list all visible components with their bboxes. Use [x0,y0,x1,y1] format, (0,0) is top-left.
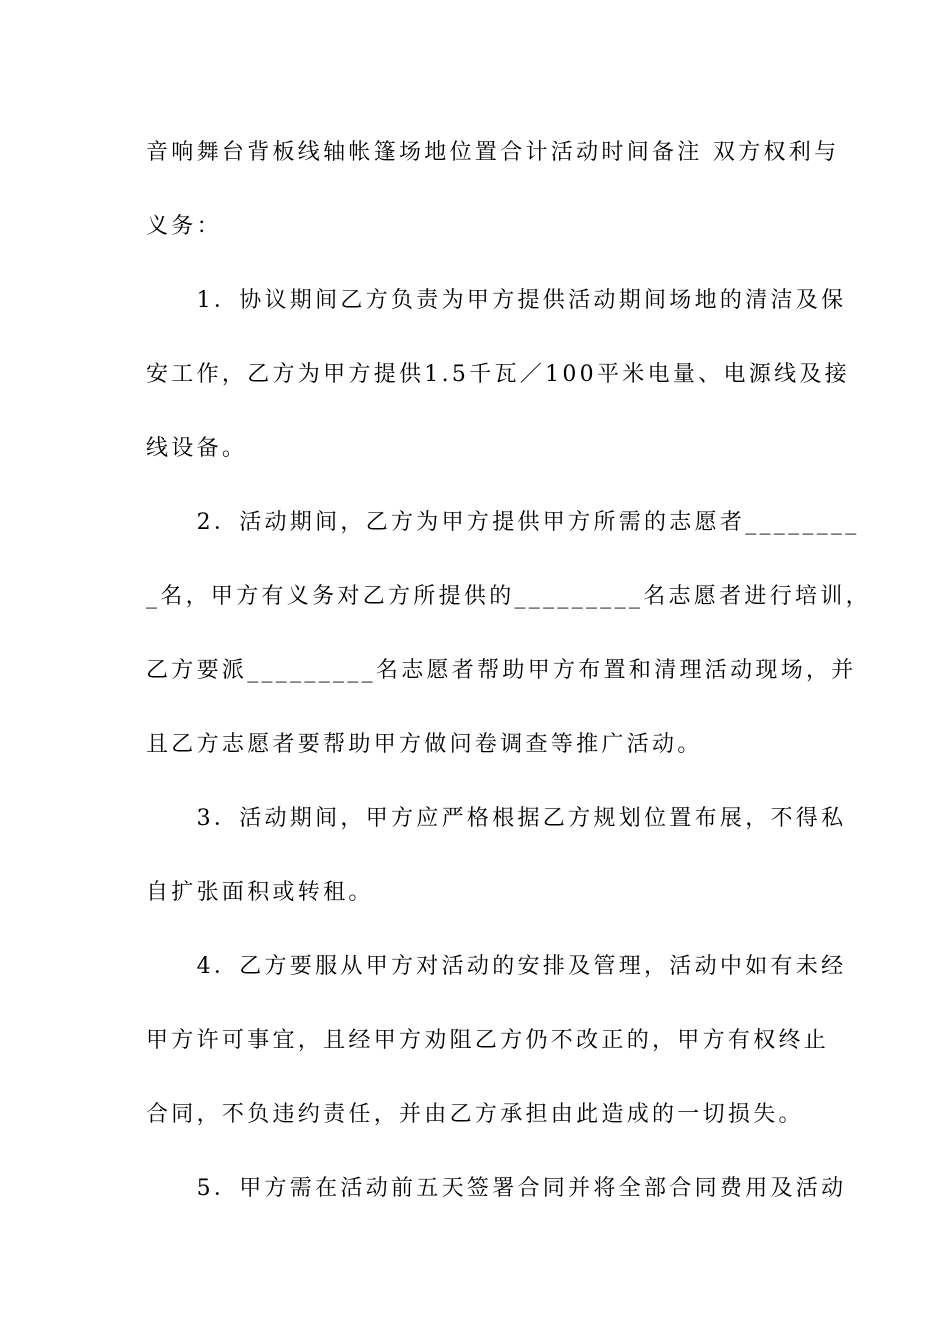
text-line: 5．甲方需在活动前五天签署合同并将全部合同费用及活动 [146,1176,847,1201]
text-line: 乙方要派_________名志愿者帮助甲方布置和清理活动现场，并 [146,658,857,683]
text-line: 自扩张面积或转租。 [146,880,374,905]
text-line: _名，甲方有义务对乙方所提供的_________名志愿者进行培训， [146,584,871,609]
text-line: 3．活动期间，甲方应严格根据乙方规划位置布展，不得私 [146,806,847,831]
text-line: 安工作，乙方为甲方提供1.5千瓦／100平米电量、电源线及接 [146,362,850,387]
text-line: 合同，不负违约责任，并由乙方承担由此造成的一切损失。 [146,1102,804,1127]
text-line: 2．活动期间，乙方为甲方提供甲方所需的志愿者________ [146,510,860,535]
text-line: 4．乙方要服从甲方对活动的安排及管理，活动中如有未经 [146,954,847,979]
text-line: 义务： [146,214,222,239]
text-line: 甲方许可事宜，且经甲方劝阻乙方仍不改正的，甲方有权终止 [146,1028,830,1053]
text-line: 且乙方志愿者要帮助甲方做问卷调查等推广活动。 [146,732,703,757]
text-line: 1．协议期间乙方负责为甲方提供活动期间场地的清洁及保 [146,288,847,313]
text-line: 音响舞台背板线轴帐篷场地位置合计活动时间备注 双方权利与 [146,140,840,165]
text-line: 线设备。 [146,436,248,461]
